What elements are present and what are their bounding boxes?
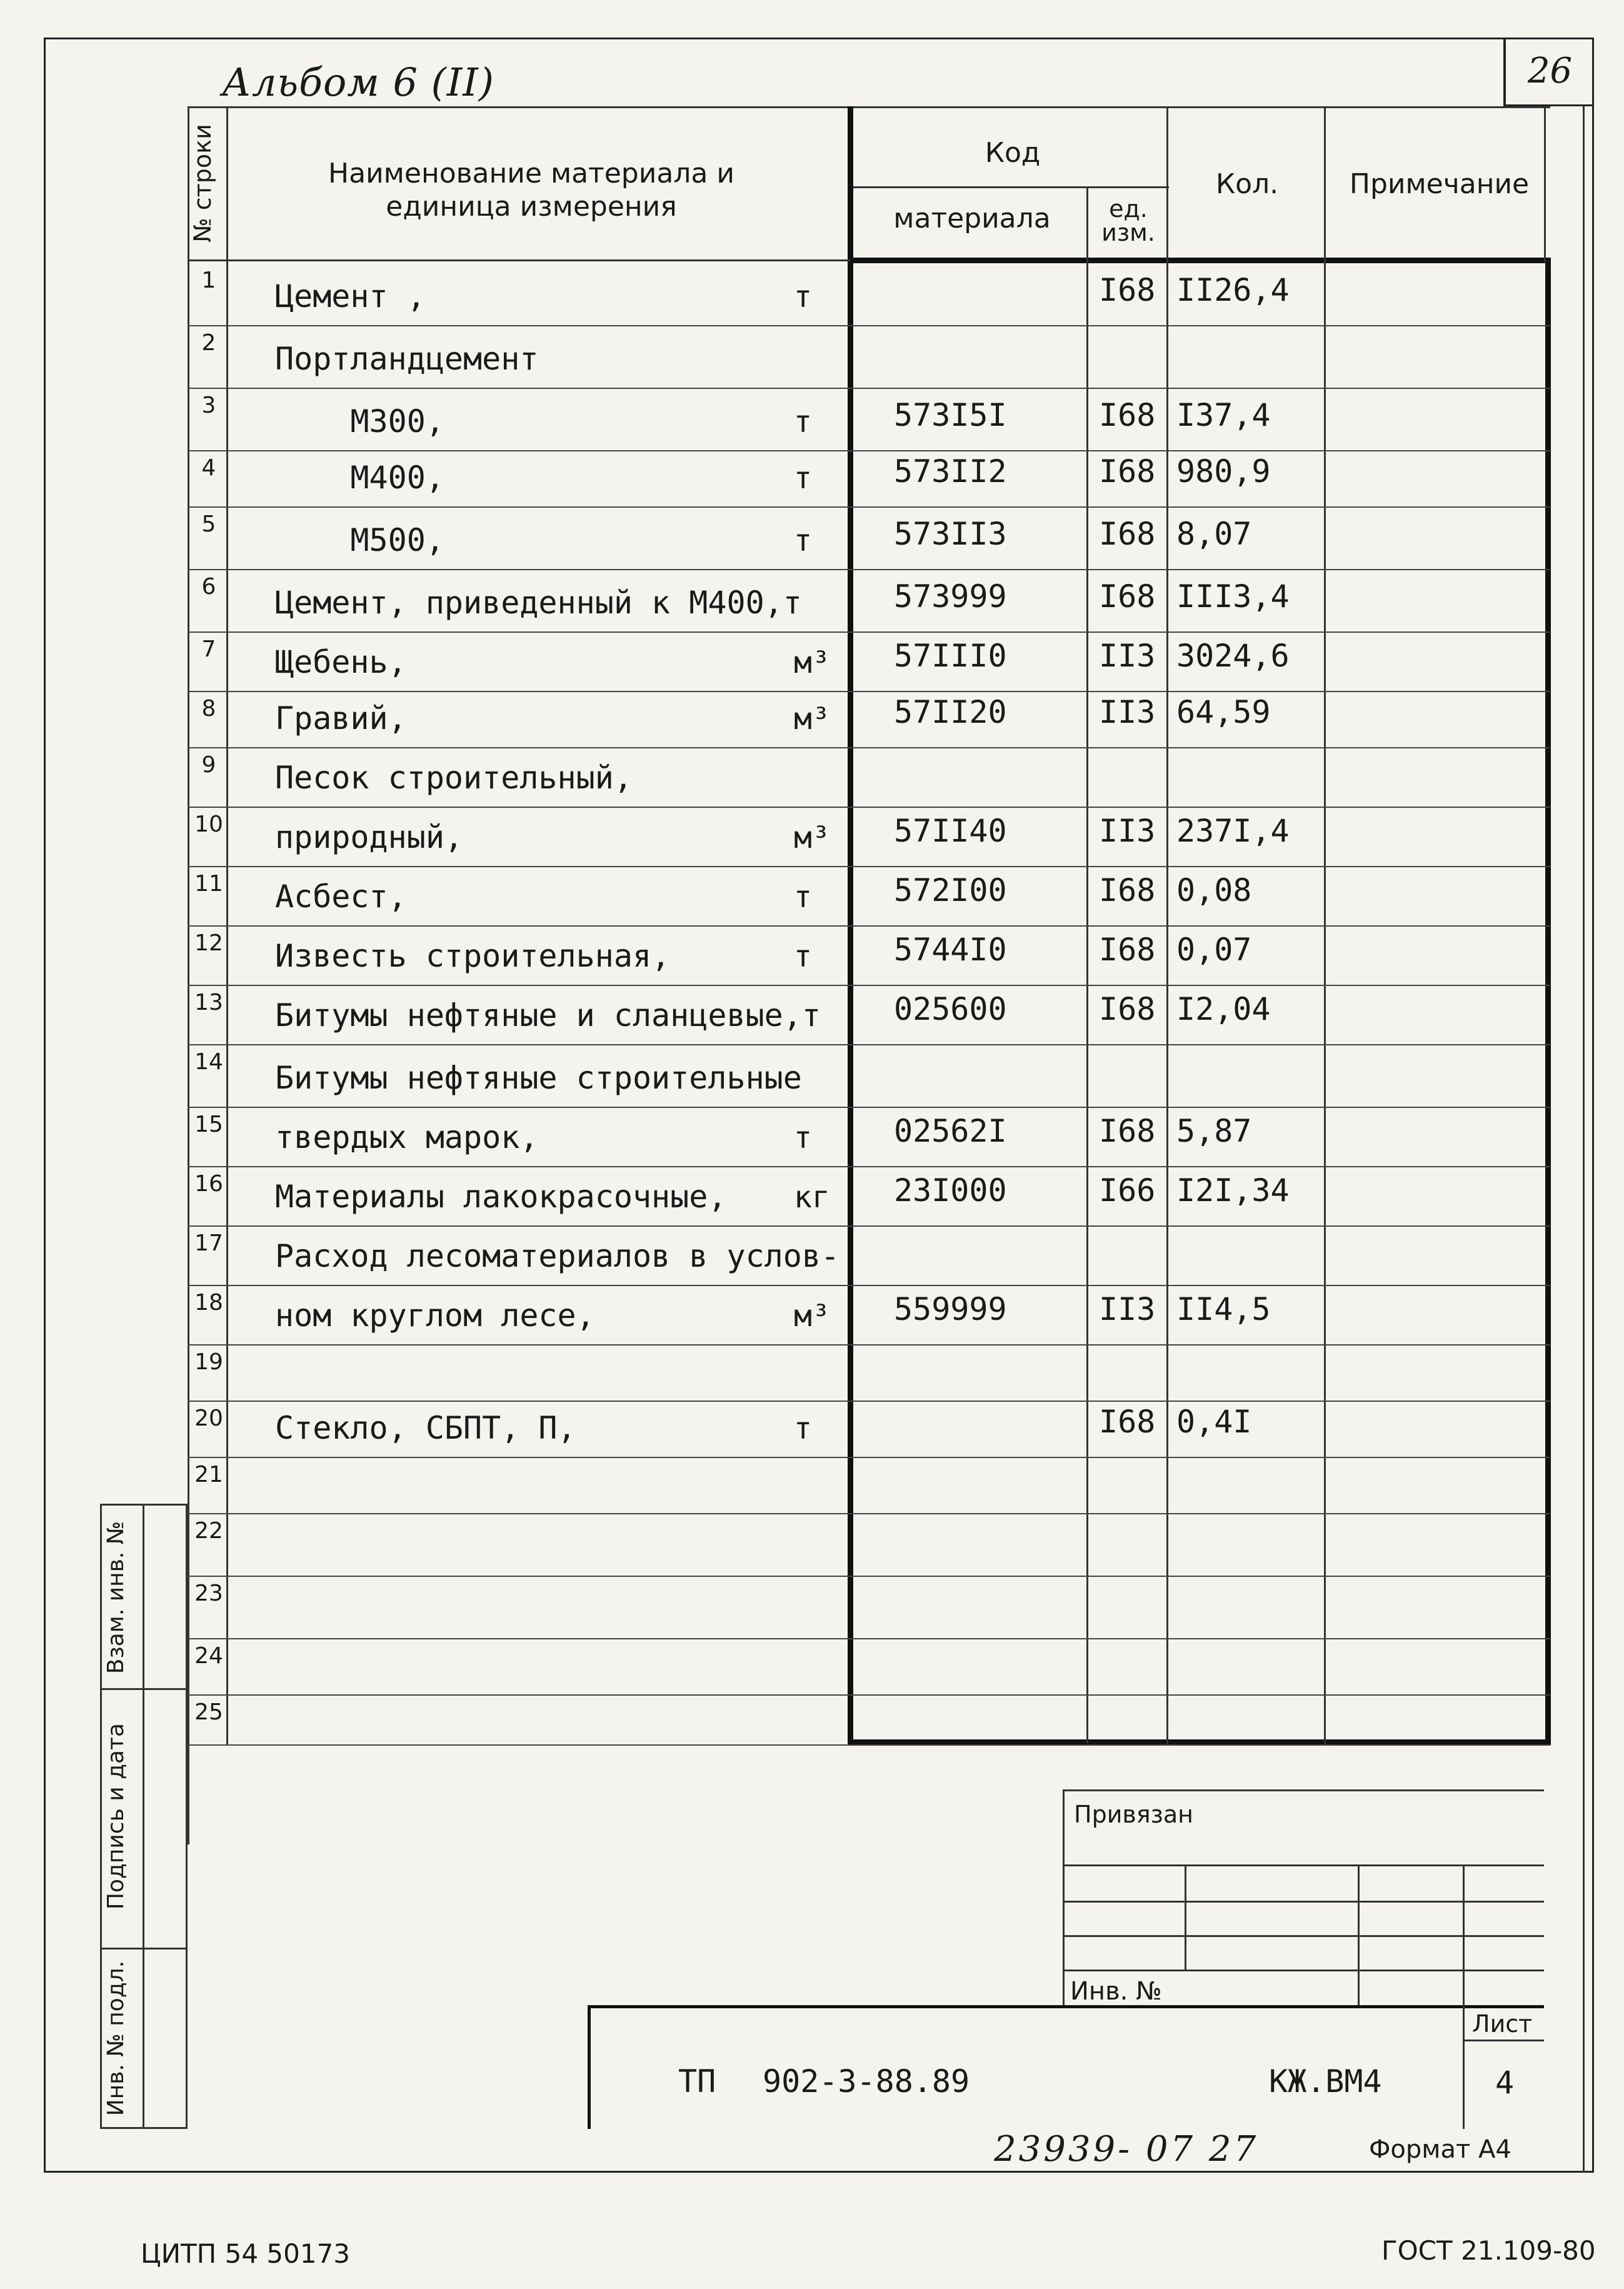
unit-col-left [1086, 186, 1088, 1743]
row-unit-code: II3 [1099, 1291, 1156, 1327]
header-note: Примечание [1349, 168, 1530, 200]
album-title: Альбом 6 (II) [222, 59, 494, 105]
header-code: Код [985, 136, 1041, 169]
row-unit: т [794, 461, 812, 496]
row-unit: т [794, 523, 812, 558]
header-row-no: № строки [189, 124, 216, 243]
row-unit: м³ [794, 820, 830, 855]
row-name: Цемент , [275, 278, 426, 314]
row-number: 17 [194, 1230, 223, 1256]
row-name: М500, [275, 522, 444, 558]
row-unit: т [794, 405, 812, 440]
row-qty: 0,08 [1176, 872, 1252, 908]
row-number: 25 [194, 1699, 223, 1725]
stamp-vline-2 [1358, 1864, 1360, 2005]
side-strip-divider [143, 1504, 144, 2129]
stamp-inv-no: Инв. № [1070, 1977, 1162, 2006]
row-name: Расход лесоматериалов в услов- [275, 1238, 840, 1274]
row-unit-code: I68 [1099, 872, 1156, 908]
row-divider [188, 1225, 1550, 1227]
header-bottom-left [188, 259, 850, 261]
row-unit-code: I68 [1099, 991, 1156, 1027]
row-name: М300, [275, 403, 444, 440]
row-name: Материалы лакокрасочные, [275, 1179, 727, 1215]
header-name: Наименование материала и единица измерения [328, 158, 734, 223]
page-inner-right [1583, 106, 1585, 2173]
row-name: М400, [275, 460, 444, 496]
header-material: материала [893, 202, 1051, 234]
row-number: 18 [194, 1290, 223, 1316]
header-thick-bottom [848, 258, 1551, 263]
row-divider [188, 747, 1550, 748]
row-name: Песок строительный, [275, 760, 633, 796]
row-name: Гравий, [275, 700, 407, 737]
row-qty: 980,9 [1176, 453, 1271, 490]
row-unit: м³ [794, 1299, 830, 1334]
row-unit: т [794, 279, 812, 314]
row-divider [188, 450, 1550, 451]
row-unit: м³ [794, 645, 830, 680]
row-name: Щебень, [275, 644, 407, 680]
stamp-list-label: Лист [1472, 2010, 1533, 2038]
row-qty: 64,59 [1176, 694, 1271, 730]
row-unit: кг [794, 1180, 830, 1215]
row-material-code: 5744I0 [894, 932, 1007, 968]
row-number: 5 [201, 511, 216, 537]
title-block-list-divider [1463, 2005, 1465, 2129]
row-unit: т [794, 939, 812, 974]
title-block-list-line [1463, 2040, 1544, 2041]
title-block [588, 2005, 1544, 2129]
row-material-code: 572I00 [894, 872, 1007, 908]
row-number: 1 [201, 268, 216, 293]
row-material-code: 57II40 [894, 813, 1007, 849]
row-divider [188, 691, 1550, 692]
row-number: 10 [194, 812, 223, 837]
row-material-code: 573999 [894, 578, 1007, 615]
header-code-divider [850, 186, 1169, 188]
row-divider [188, 1044, 1550, 1045]
row-number: 6 [201, 574, 216, 600]
row-name: твердых марок, [275, 1119, 539, 1155]
row-name: Известь строительная, [275, 938, 671, 974]
row-unit-code: I68 [1099, 397, 1156, 433]
row-divider [188, 325, 1550, 326]
row-qty: III3,4 [1176, 578, 1290, 615]
row-number: 7 [201, 636, 216, 662]
row-divider [188, 506, 1550, 508]
stamp-vline-3 [1463, 1864, 1465, 2005]
row-divider [188, 1166, 1550, 1167]
row-divider [188, 1744, 1550, 1746]
row-material-code: 57III0 [894, 638, 1007, 674]
stamp-vline-1 [1185, 1864, 1186, 1970]
side-label-vzam: Взам. инв. № [103, 1521, 129, 1674]
row-unit-code: II3 [1099, 813, 1156, 849]
table-thick-right [1545, 259, 1551, 1744]
format-label: Формат А4 [1369, 2135, 1511, 2164]
row-material-code: 23I000 [894, 1172, 1007, 1209]
stamp-line-4 [1063, 1970, 1544, 1971]
left-code: ЦИТП 54 50173 [141, 2238, 351, 2269]
row-name: ном круглом лесе, [275, 1297, 595, 1334]
row-divider [188, 631, 1550, 633]
row-unit: т [794, 880, 812, 915]
header-qty: Кол. [1215, 168, 1279, 200]
row-number: 19 [194, 1349, 223, 1375]
stamp-line-3 [1063, 1935, 1544, 1937]
row-number: 14 [194, 1049, 223, 1075]
row-number: 13 [194, 990, 223, 1015]
row-divider [188, 807, 1550, 808]
row-divider [188, 569, 1550, 570]
side-label-inv-podl: Инв. № подл. [103, 1960, 129, 2116]
stamp-line-2 [1063, 1901, 1544, 1903]
rownum-col-left [188, 106, 189, 1844]
row-unit-code: I68 [1099, 932, 1156, 968]
row-unit-code: II3 [1099, 638, 1156, 674]
row-number: 3 [201, 393, 216, 418]
row-divider [188, 1457, 1550, 1458]
row-number: 8 [201, 696, 216, 722]
row-divider [188, 1285, 1550, 1286]
row-number: 11 [194, 871, 223, 897]
row-number: 20 [194, 1406, 223, 1431]
row-number: 23 [194, 1581, 223, 1606]
row-number: 21 [194, 1462, 223, 1487]
row-material-code: 559999 [894, 1291, 1007, 1327]
row-number: 15 [194, 1112, 223, 1137]
row-divider [188, 866, 1550, 867]
row-unit-code: I68 [1099, 272, 1156, 308]
row-number: 22 [194, 1518, 223, 1544]
row-unit: т [794, 1120, 812, 1155]
stamp-line-1 [1063, 1864, 1544, 1866]
row-unit-code: I68 [1099, 516, 1156, 552]
row-divider [188, 1694, 1550, 1696]
row-number: 9 [201, 752, 216, 778]
row-material-code: 025600 [894, 991, 1007, 1027]
side-strip-line-2 [100, 1948, 188, 1949]
row-unit-code: I66 [1099, 1172, 1156, 1209]
row-name: Цемент, приведенный к М400,т [275, 585, 802, 621]
row-qty: 0,4I [1176, 1404, 1252, 1440]
row-qty: 237I,4 [1176, 813, 1290, 849]
stamp-tp-code: 902-3-88.89 [763, 2063, 970, 2100]
row-material-code: 573II3 [894, 516, 1007, 552]
row-material-code: 57II20 [894, 694, 1007, 730]
side-strip-line-1 [100, 1688, 188, 1690]
row-qty: 8,07 [1176, 516, 1252, 552]
row-qty: I37,4 [1176, 397, 1271, 433]
row-divider [188, 985, 1550, 986]
row-unit: м³ [794, 702, 830, 737]
gost-label: ГОСТ 21.109-80 [1381, 2235, 1596, 2266]
row-number: 4 [201, 455, 216, 481]
row-divider [188, 1107, 1550, 1108]
row-divider [188, 1344, 1550, 1346]
row-divider [188, 1638, 1550, 1639]
row-qty: I2,04 [1176, 991, 1271, 1027]
row-divider [188, 388, 1550, 389]
row-material-code: 573I5I [894, 397, 1007, 433]
row-material-code: 573II2 [894, 453, 1007, 490]
header-unit: ед. изм. [1101, 194, 1155, 246]
row-unit-code: I68 [1099, 1113, 1156, 1149]
row-unit-code: I68 [1099, 1404, 1156, 1440]
side-label-podpis: Подпись и дата [103, 1723, 129, 1910]
row-unit: т [794, 1411, 812, 1446]
row-name: Асбест, [275, 878, 407, 915]
row-unit-code: I68 [1099, 578, 1156, 615]
row-name: Битумы нефтяные строительные [275, 1060, 802, 1096]
stamp-doc-code: КЖ.ВМ4 [1269, 2063, 1382, 2100]
row-name: Битумы нефтяные и сланцевые,т [275, 997, 821, 1034]
row-qty: 3024,6 [1176, 638, 1290, 674]
row-name: природный, [275, 819, 464, 855]
row-qty: I2I,34 [1176, 1172, 1290, 1209]
row-material-code: 02562I [894, 1113, 1007, 1149]
row-divider [188, 925, 1550, 927]
row-number: 12 [194, 930, 223, 956]
row-name: Портландцемент [275, 341, 539, 377]
row-qty: II26,4 [1176, 272, 1290, 308]
row-unit-code: II3 [1099, 694, 1156, 730]
row-qty: 5,87 [1176, 1113, 1252, 1149]
row-divider [188, 1401, 1550, 1402]
row-number: 16 [194, 1171, 223, 1197]
note-col-right [1544, 106, 1546, 263]
stamp-list-value: 4 [1495, 2065, 1515, 2101]
row-divider [188, 1513, 1550, 1514]
row-unit-code: I68 [1099, 453, 1156, 490]
stamp-tp: ТП [678, 2063, 716, 2100]
row-name: Стекло, СБПТ, П, [275, 1410, 576, 1446]
row-divider [188, 1576, 1550, 1577]
handwritten-number: 23939- 07 27 [994, 2129, 1259, 2170]
row-qty: II4,5 [1176, 1291, 1271, 1327]
row-number: 24 [194, 1643, 223, 1669]
row-number: 2 [201, 330, 216, 356]
stamp-privyazan: Привязан [1074, 1801, 1193, 1828]
row-qty: 0,07 [1176, 932, 1252, 968]
sheet-number: 26 [1503, 38, 1594, 106]
